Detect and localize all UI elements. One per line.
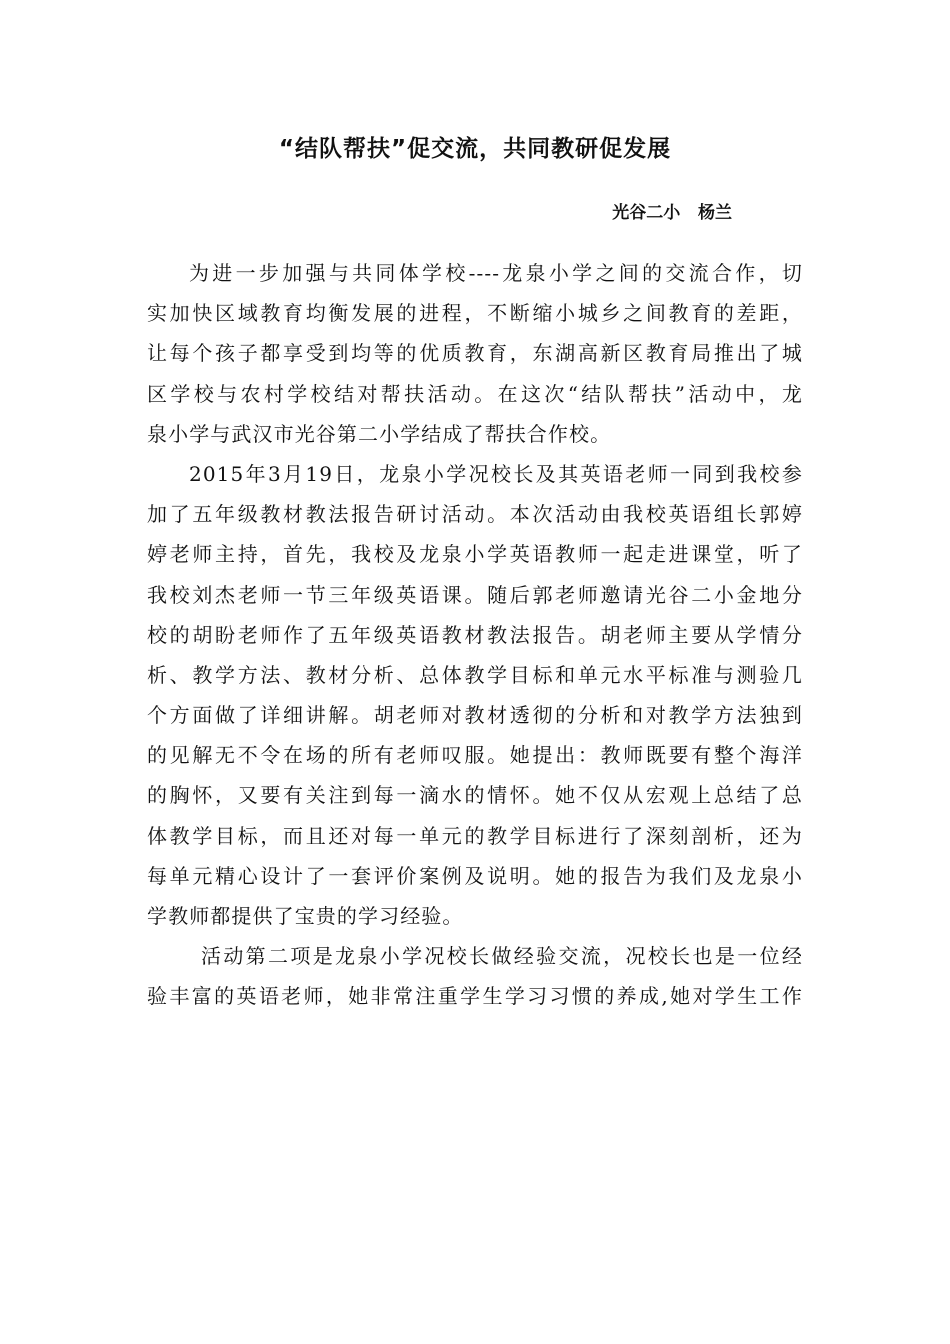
paragraph-line: 的胸怀，又要有关注到每一滴水的情怀。她不仅从宏观上总结了总 [147,783,803,808]
paragraph-line: 婷老师主持，首先，我校及龙泉小学英语教师一起走进课堂，听了 [147,542,803,567]
paragraph-line: 为进一步加强与共同体学校----龙泉小学之间的交流合作，切 [189,261,803,285]
paragraph-line: 校的胡盼老师作了五年级英语教材教法报告。胡老师主要从学情分 [147,622,803,647]
paragraph-line: 实加快区域教育均衡发展的进程，不断缩小城乡之间教育的差距， [147,301,803,326]
paragraph-line: 每单元精心设计了一套评价案例及说明。她的报告为我们及龙泉小 [147,863,803,888]
paragraph-line: 区学校与农村学校结对帮扶活动。在这次“结队帮扶”活动中，龙 [147,381,803,406]
paragraph-line: 泉小学与武汉市光谷第二小学结成了帮扶合作校。 [147,421,612,446]
paragraph-line: 活动第二项是龙泉小学况校长做经验交流，况校长也是一位经 [201,944,803,969]
paragraph-2 [147,454,803,936]
paragraph-line: 个方面做了详细讲解。胡老师对教材透彻的分析和对教学方法独到 [147,703,803,728]
paragraph-line: 加了五年级教材教法报告研讨活动。本次活动由我校英语组长郭婷 [147,502,803,527]
document-body [147,253,803,1017]
document-author: 光谷二小 杨兰 [612,203,732,223]
paragraph-line: 验丰富的英语老师，她非常注重学生学习习惯的养成,她对学生工作 [147,984,803,1009]
paragraph-line: 学教师都提供了宝贵的学习经验。 [147,904,464,928]
document-title: “结队帮扶”促交流，共同教研促发展 [278,136,672,162]
paragraph-1 [147,253,803,454]
paragraph-line: 体教学目标，而且还对每一单元的教学目标进行了深刻剖析，还为 [147,823,803,848]
paragraph-line: 让每个孩子都享受到均等的优质教育，东湖高新区教育局推出了城 [147,341,803,366]
paragraph-line: 的见解无不令在场的所有老师叹服。她提出：教师既要有整个海洋 [147,743,803,768]
paragraph-3 [147,936,803,1016]
paragraph-line: 析、教学方法、教材分析、总体教学目标和单元水平标准与测验几 [147,662,803,687]
paragraph-line: 2015年3月19日，龙泉小学况校长及其英语老师一同到我校参 [189,461,803,486]
paragraph-line: 我校刘杰老师一节三年级英语课。随后郭老师邀请光谷二小金地分 [147,582,803,607]
